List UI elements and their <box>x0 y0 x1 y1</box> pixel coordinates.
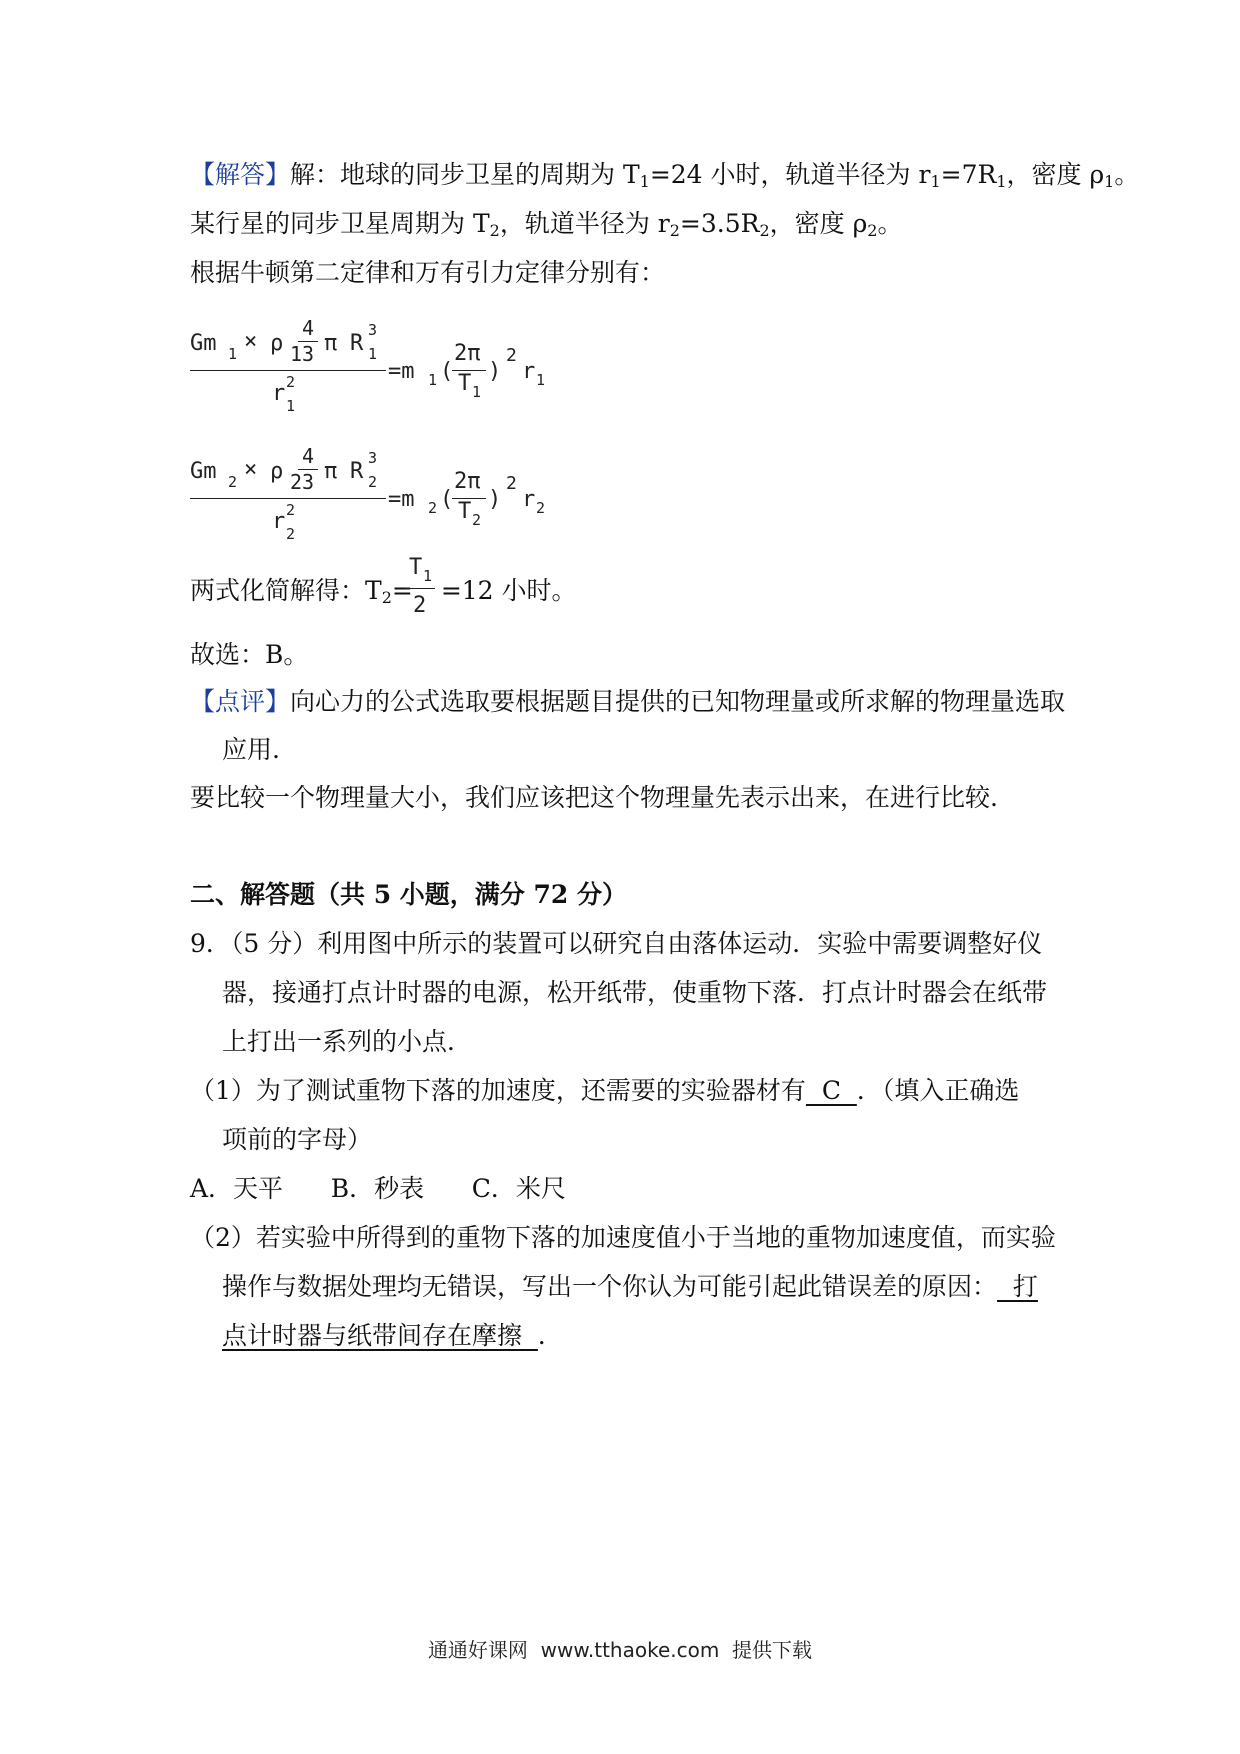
simplify-line: 两式化简解得：$T_2= =12$ 小时。 <box>190 576 577 607</box>
review-line-2: 应用. <box>222 735 280 764</box>
q9-part2-answer-end: 点计时器与纸带间存在摩擦 <box>222 1321 538 1350</box>
q9-part1-answer: C <box>805 1076 857 1105</box>
q9-part2-line-3: 点计时器与纸带间存在摩擦 ． <box>222 1321 563 1350</box>
q9-line-3: 上打出一系列的小点． <box>222 1027 473 1056</box>
q9-part2-line-2: 操作与数据处理均无错误，写出一个你认为可能引起此错误差的原因： 打 <box>222 1272 1038 1301</box>
answer-tag: 【解答】 <box>190 160 291 189</box>
review-line-3: 要比较一个物理量大小，我们应该把这个物理量先表示出来，在进行比较. <box>190 783 998 812</box>
answer-line-3: 根据牛顿第二定律和万有引力定律分别有： <box>190 258 666 287</box>
answer-line-2: 某行星的同步卫星周期为 $T_2$，轨道半径为 $r_2=3.5R_2$，密度 $\rho_2$。 <box>190 209 903 240</box>
formula-1: Gm 1 × ρ 4 13 π R 3 1 r 2 1 =m 1 ( 2π T 1 ) 2 r 1 <box>190 316 546 415</box>
review-tag: 【点评】 <box>190 687 291 716</box>
q9-part1-line-2: 项前的字母） <box>222 1125 373 1154</box>
q9-line-1: 9．（5 分）利用图中所示的装置可以研究自由落体运动．实验中需要调整好仪 <box>190 929 1043 958</box>
q9-part2-answer-start: 打 <box>997 1272 1038 1301</box>
q9-options: A．天平 B．秒表 C．米尺 <box>190 1174 566 1203</box>
formula-2-bar <box>190 498 386 499</box>
answer-line-1: 【解答】解：地球的同步卫星的周期为 $T_1=24$ 小时，轨道半径为 $r_1=7R_1$，密度 $\rho_1$。 <box>190 160 1140 191</box>
review-line-1: 【点评】向心力的公式选取要根据题目提供的已知物理量或所求解的物理量选取 <box>190 687 1066 716</box>
q9-part1-line-1: （1）为了测试重物下落的加速度，还需要的实验器材有 C ．（填入正确选 <box>190 1076 1020 1105</box>
simplify-fraction: T 1 2 <box>405 556 439 628</box>
footer-credit: 通通好课网 www.tthaoke.com 提供下载 <box>427 1638 813 1662</box>
q9-line-2: 器，接通打点计时器的电源，松开纸带，使重物下落．打点计时器会在纸带 <box>222 978 1048 1007</box>
section-heading: 二、解答题（共 5 小题，满分 72 分） <box>190 880 628 909</box>
q9-part2-line-1: （2）若实验中所得到的重物下落的加速度值小于当地的重物加速度值，而实验 <box>190 1223 1056 1252</box>
formula-2: Gm 2 × ρ 4 23 π R 3 2 r 2 2 =m 2 ( 2π T 2 ) 2 r 2 <box>190 444 546 543</box>
formula-1-bar <box>190 370 386 371</box>
choice-line: 故选：B。 <box>190 640 309 669</box>
